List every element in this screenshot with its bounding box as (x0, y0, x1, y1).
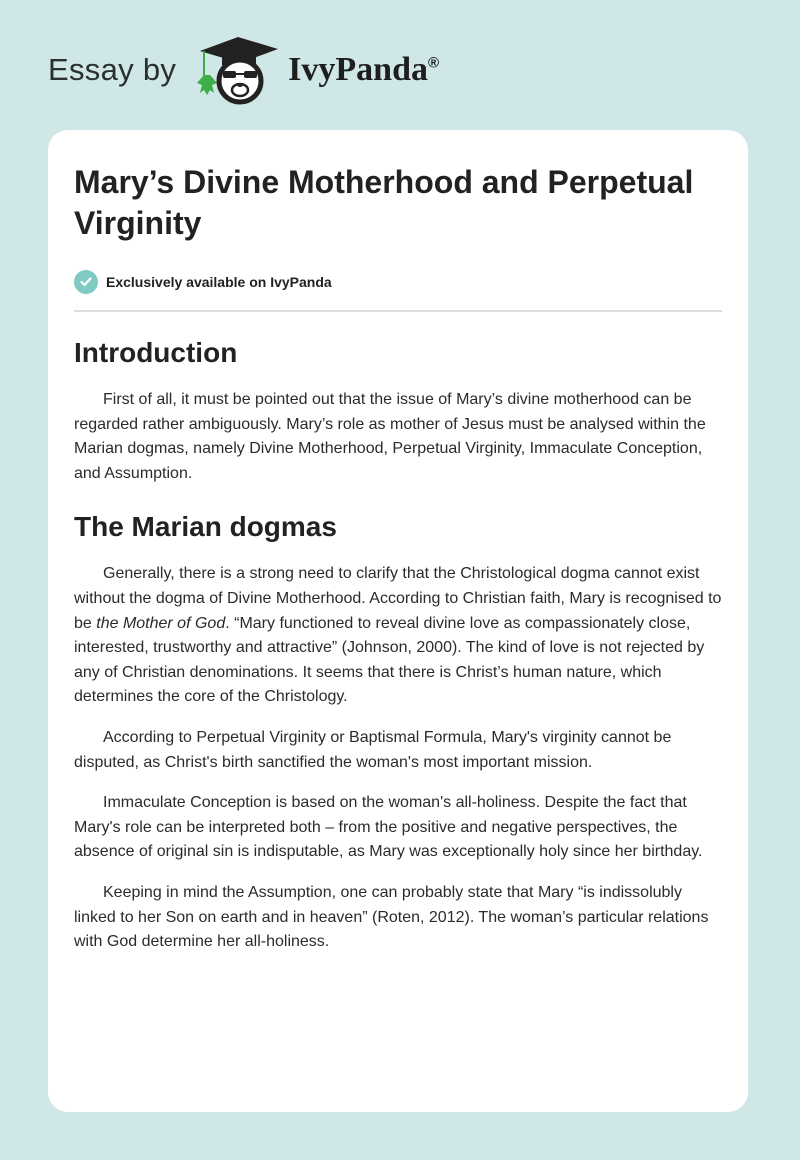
paragraph: First of all, it must be pointed out that the issue of Mary’s divine motherhood can be regarded rather ambiguously. Mary’s role as mother of Jesus must be analysed within the Marian dogmas, namely Divine Motherhood, Perpetual Virginity, Immaculate Conception, and Assumption. (74, 391, 706, 482)
divider (74, 310, 722, 312)
emphasis: the Mother of God (96, 614, 226, 632)
essay-title: Mary’s Divine Motherhood and Perpetual Virginity (74, 164, 694, 241)
exclusive-badge (74, 270, 722, 294)
paragraph: Generally, there is a strong need to clarify that the Christological dogma cannot exist without the dogma of Divine Motherhood. According to Christian faith, Mary is recognised to be the Mother of God. “Mary functioned to reveal divine love as compassionately close, interested, trustworthy and attractive” (Johnson, 2000). The kind of love is not rejected by any of Christian denominations. It seems that there is Christ’s human nature, which determines the core of the Christology. (74, 565, 722, 706)
exclusive-text: Exclusively available on IvyPanda (106, 274, 332, 290)
paragraph: Immaculate Conception is based on the woman's all-holiness. Despite the fact that Mary's role can be interpreted both – from the positive and negative perspectives, the absence of original sin is indisputable, as Mary was exceptionally holy since her birthday. (74, 794, 703, 861)
section-heading: Introduction (74, 337, 238, 368)
paragraph: Keeping in mind the Assumption, one can probably state that Mary “is indissolubly linked to her Son on earth and in heaven” (Roten, 2012). The woman’s particular relations with God determine her all-holiness. (74, 883, 709, 951)
section-heading: The Marian dogmas (74, 511, 337, 543)
ivypanda-logo[interactable] (196, 35, 439, 105)
brand-name: IvyPanda® (288, 51, 440, 88)
paragraph: According to Perpetual Virginity or Baptismal Formula, Mary's virginity cannot be disputed, as Christ's birth sanctified the woman's most important mission. (74, 728, 672, 771)
site-header (48, 28, 439, 112)
check-icon (74, 270, 98, 294)
essay-card (48, 130, 748, 1112)
essay-by-label: Essay by (48, 52, 177, 87)
panda-graduate-icon (196, 35, 280, 105)
